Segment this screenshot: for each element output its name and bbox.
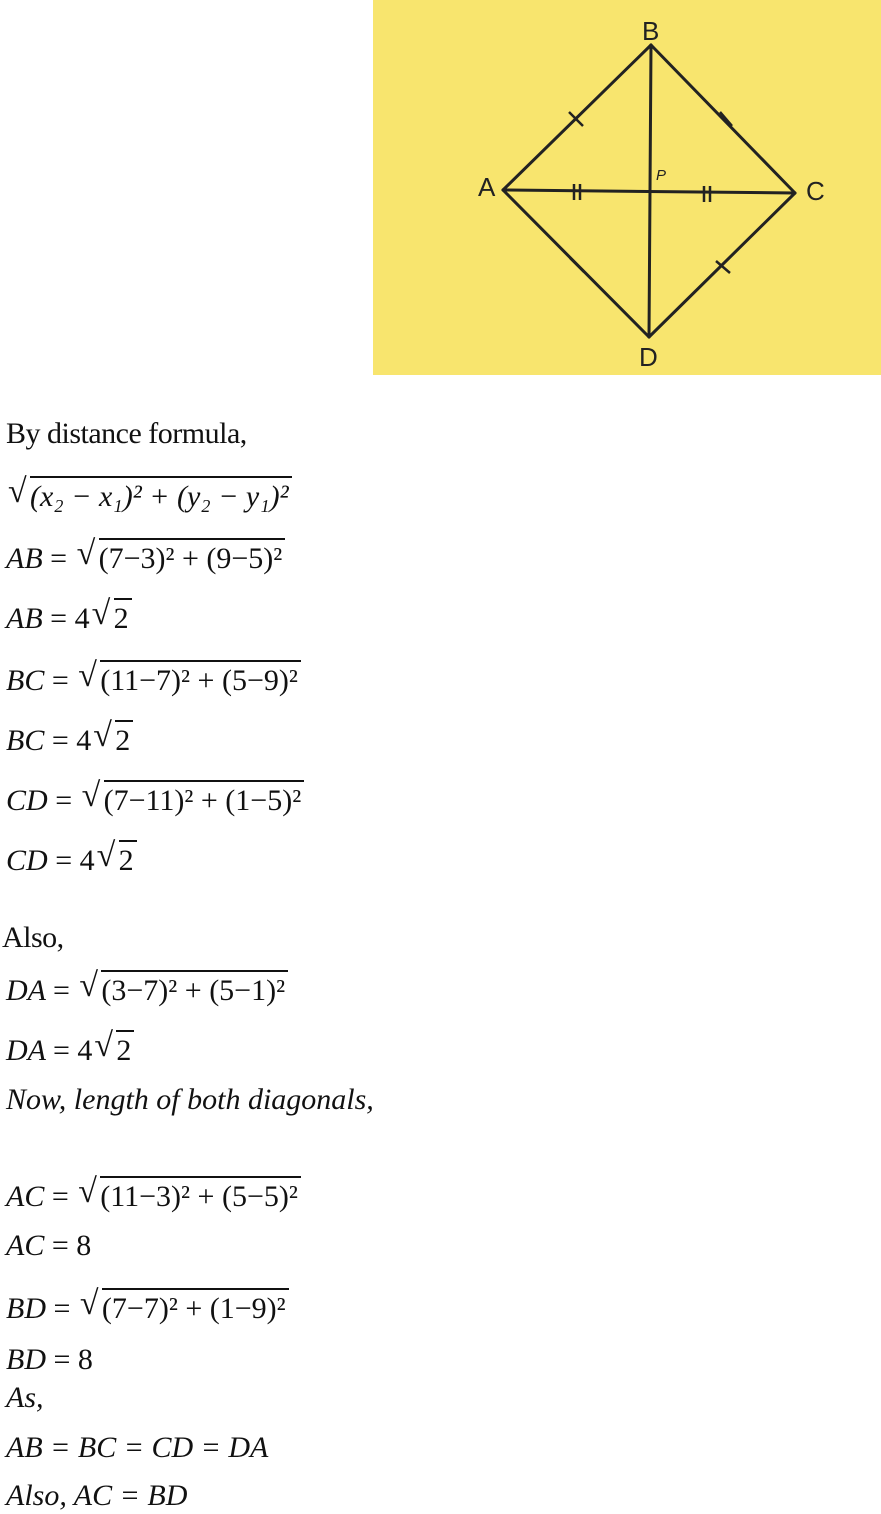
- equation-bd: BD = √ (7−7)² + (1−9)²: [6, 1288, 289, 1327]
- conclusion-sides: AB = BC = CD = DA: [6, 1431, 269, 1464]
- rhombus-figure: [373, 0, 881, 375]
- result-coefficient: 4: [76, 724, 92, 757]
- result-lhs: AC: [6, 1229, 45, 1262]
- radical: √ (x₂ − x₁)² + (y₂ − y₁)²: [8, 476, 292, 515]
- diagonals-text: Now, length of both diagonals,: [6, 1083, 374, 1116]
- equation-radicand: (11−7)² + (5−9)²: [100, 660, 301, 699]
- equation-radicand: (11−3)² + (5−5)²: [100, 1176, 301, 1215]
- result-lhs: CD: [6, 844, 48, 877]
- side-bc: [651, 45, 795, 193]
- result-bd: BD = 8: [6, 1343, 93, 1376]
- result-bc: BC = 4 √ 2: [6, 720, 133, 759]
- equation-radicand: (7−3)² + (9−5)²: [99, 538, 286, 577]
- equation-lhs: CD: [6, 784, 48, 817]
- equation-ab: AB = √ (7−3)² + (9−5)²: [6, 538, 285, 577]
- equation-radicand: (7−11)² + (1−5)²: [104, 780, 305, 819]
- radical: √ 2: [92, 598, 132, 637]
- equation-bc: BC = √ (11−7)² + (5−9)²: [6, 660, 301, 699]
- result-ab: AB = 4 √ 2: [6, 598, 132, 637]
- result-root: 2: [114, 598, 132, 637]
- vertex-a-label: A: [478, 172, 496, 202]
- result-root: 2: [115, 720, 133, 759]
- result-root: 2: [119, 840, 137, 879]
- radical: √ (3−7)² + (5−1)²: [79, 970, 288, 1009]
- result-coefficient: 4: [77, 1034, 93, 1067]
- formula-radicand: (x₂ − x₁)² + (y₂ − y₁)²: [30, 476, 292, 515]
- equation-radicand: (7−7)² + (1−9)²: [102, 1288, 289, 1327]
- equation-lhs: BD: [6, 1292, 46, 1325]
- equation-cd: CD = √ (7−11)² + (1−5)²: [6, 780, 304, 819]
- equation-radicand: (3−7)² + (5−1)²: [101, 970, 288, 1009]
- intro-text: By distance formula,: [6, 417, 247, 450]
- radical: √ (7−3)² + (9−5)²: [77, 538, 286, 577]
- as-text: As,: [6, 1381, 44, 1414]
- side-ab: [503, 45, 651, 190]
- center-p-label: P: [656, 167, 667, 184]
- radical: √ (11−3)² + (5−5)²: [78, 1176, 301, 1215]
- conclusion-diagonals: Also, AC = BD: [6, 1479, 188, 1512]
- equation-lhs: AC: [6, 1180, 45, 1213]
- result-lhs: DA: [6, 1034, 46, 1067]
- also-text: Also,: [2, 921, 64, 954]
- vertex-d-label: D: [639, 342, 658, 372]
- radical: √ 2: [97, 840, 137, 879]
- result-value: 8: [77, 1343, 93, 1376]
- result-lhs: BC: [6, 724, 45, 757]
- radical: √ (7−7)² + (1−9)²: [80, 1288, 289, 1327]
- radical: √ (7−11)² + (1−5)²: [82, 780, 305, 819]
- equation-lhs: AB: [6, 542, 43, 575]
- result-root: 2: [116, 1030, 134, 1069]
- radical: √ (11−7)² + (5−9)²: [78, 660, 301, 699]
- result-coefficient: 4: [79, 844, 95, 877]
- distance-formula: [6, 473, 292, 515]
- equation-da: DA = √ (3−7)² + (5−1)²: [6, 970, 288, 1009]
- result-ac: AC = 8: [6, 1229, 92, 1262]
- vertex-c-label: C: [806, 176, 825, 206]
- equation-ac: AC = √ (11−3)² + (5−5)²: [6, 1176, 301, 1215]
- result-value: 8: [76, 1229, 92, 1262]
- result-cd: CD = 4 √ 2: [6, 840, 137, 879]
- diagonal-bd: [649, 45, 651, 337]
- radical: √ 2: [94, 1030, 134, 1069]
- result-lhs: AB: [6, 602, 43, 635]
- result-lhs: BD: [6, 1343, 46, 1376]
- result-da: DA = 4 √ 2: [6, 1030, 134, 1069]
- rhombus-diagram: [373, 0, 881, 375]
- result-coefficient: 4: [74, 602, 90, 635]
- equation-lhs: BC: [6, 664, 45, 697]
- vertex-b-label: B: [642, 16, 660, 46]
- radical: √ 2: [93, 720, 133, 759]
- equation-lhs: DA: [6, 974, 46, 1007]
